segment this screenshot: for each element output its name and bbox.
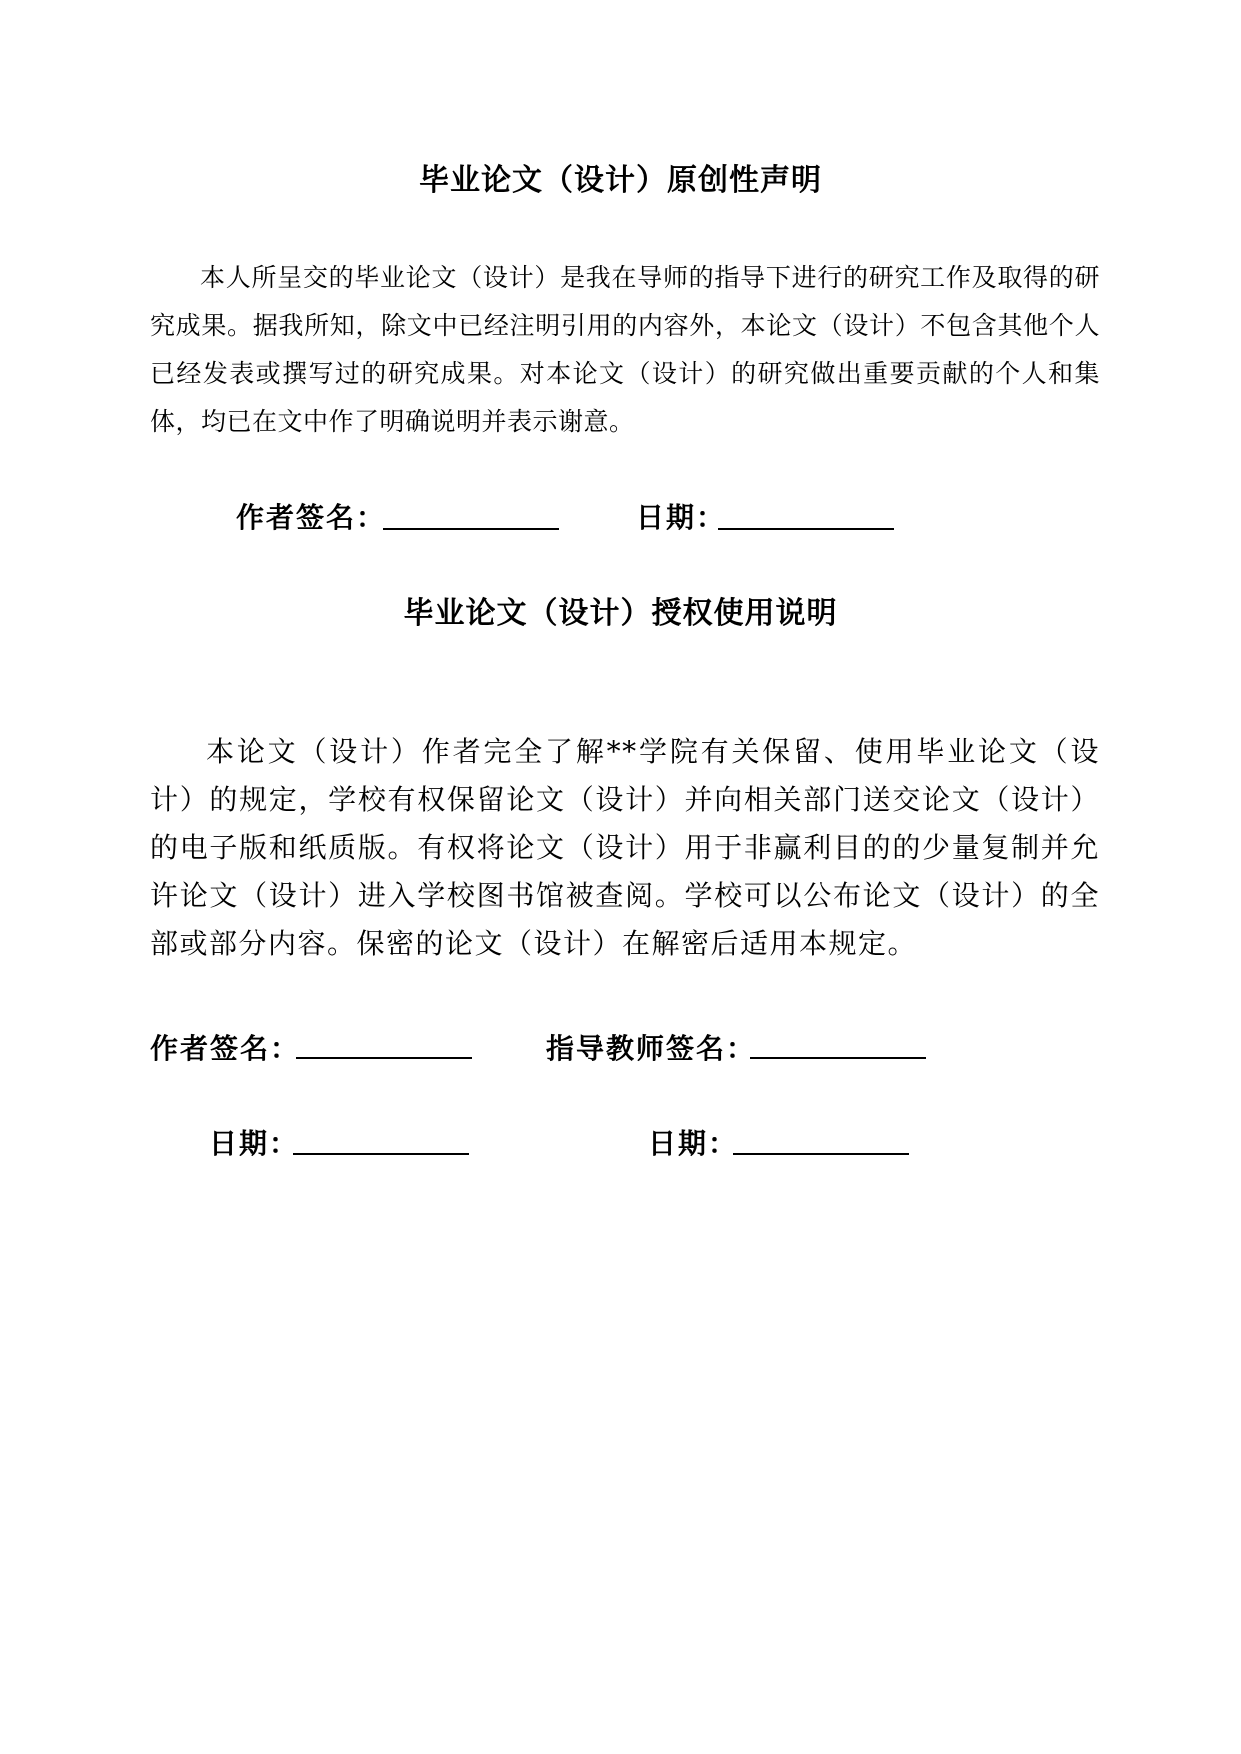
authorization-advisor-sign-line[interactable]: [750, 1057, 926, 1059]
authorization-advisor-date-line[interactable]: [733, 1153, 909, 1155]
authorization-author-sign-label: 作者签名：: [150, 1032, 301, 1065]
authorization-advisor-date-label: 日期：: [648, 1127, 739, 1160]
authorization-advisor-sign-label: 指导教师签名：: [546, 1032, 757, 1065]
originality-author-sign-line[interactable]: [383, 528, 559, 530]
originality-date-line[interactable]: [718, 528, 894, 530]
authorization-author-date-line[interactable]: [293, 1153, 469, 1155]
authorization-title: 毕业论文（设计）授权使用说明: [403, 596, 838, 631]
originality-title: 毕业论文（设计）原创性声明: [419, 163, 822, 198]
authorization-author-sign-line[interactable]: [296, 1057, 472, 1059]
originality-author-sign-label: 作者签名：: [236, 501, 387, 534]
authorization-body: 本论文（设计）作者完全了解**学院有关保留、使用毕业论文（设计）的规定，学校有权保留论文（设计）并向相关部门送交论文（设计）的电子版和纸质版。有权将论文（设计）用于非赢利目的的少量复制并允许论文（设计）进入学校图书馆被查阅。学校可以公布论文（设计）的全部或部分内容。保密的论文（设计）在解密后适用本规定。: [150, 735, 1100, 960]
authorization-author-date-label: 日期：: [209, 1127, 300, 1160]
originality-body: 本人所呈交的毕业论文（设计）是我在导师的指导下进行的研究工作及取得的研究成果。据我所知，除文中已经注明引用的内容外，本论文（设计）不包含其他个人已经发表或撰写过的研究成果。对本论文（设计）的研究做出重要贡献的个人和集体，均已在文中作了明确说明并表示谢意。: [150, 263, 1100, 436]
originality-date-label: 日期：: [636, 501, 727, 534]
